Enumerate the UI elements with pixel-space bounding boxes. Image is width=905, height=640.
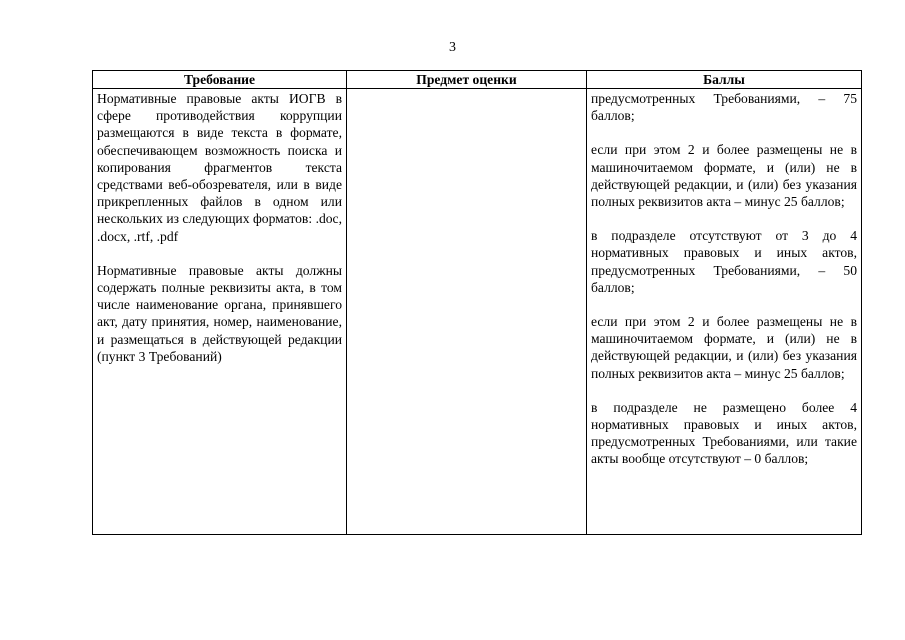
page-number: 3 bbox=[449, 40, 456, 55]
criteria-table bbox=[92, 70, 862, 535]
points-paragraph: в подразделе не размещено более 4 нормативных правовых и иных актов, предусмотренных Требованиями, или такие акты вообще отсутствуют – 0 баллов; bbox=[591, 399, 857, 467]
points-paragraph: если при этом 2 и более размещены не в машиночитаемом формате, и (или) не в действующей редакции, и (или) без указания полных реквизитов акта – минус 25 баллов; bbox=[591, 314, 857, 381]
points-cell bbox=[587, 89, 862, 535]
header-subject: Предмет оценки bbox=[347, 71, 587, 89]
requirement-paragraph: Нормативные правовые акты ИОГВ в сфере противодействия коррупции размещаются в виде текста в формате, обеспечивающем возможность поиска и копирования фрагментов текста средствами веб-обозревателя, или в виде прикрепленных файлов в одном или нескольких из следующих форматов: .doc, .docx, .rtf, .pdf bbox=[97, 91, 342, 244]
header-points: Баллы bbox=[587, 71, 862, 89]
requirement-paragraph: Нормативные правовые акты должны содержать полные реквизиты акта, в том числе наименование органа, принявшего акт, дату принятия, номер, наименование, и размещаться в действующей редакции (пункт 3 Требований) bbox=[97, 262, 342, 364]
requirement-cell bbox=[93, 89, 347, 535]
subject-cell bbox=[347, 89, 587, 535]
points-paragraph: если при этом 2 и более размещены не в машиночитаемом формате, и (или) не в действующей редакции, и (или) без указания полных реквизитов акта – минус 25 баллов; bbox=[591, 142, 857, 210]
points-paragraph: предусмотренных Требованиями, – 75 баллов; bbox=[591, 91, 857, 124]
table-row bbox=[93, 89, 862, 535]
points-paragraph: в подразделе отсутствуют от 3 до 4 нормативных правовых и иных актов, предусмотренных Требованиями, – 50 баллов; bbox=[591, 228, 857, 295]
table-header-row bbox=[93, 71, 862, 89]
header-requirement: Требование bbox=[93, 71, 347, 89]
